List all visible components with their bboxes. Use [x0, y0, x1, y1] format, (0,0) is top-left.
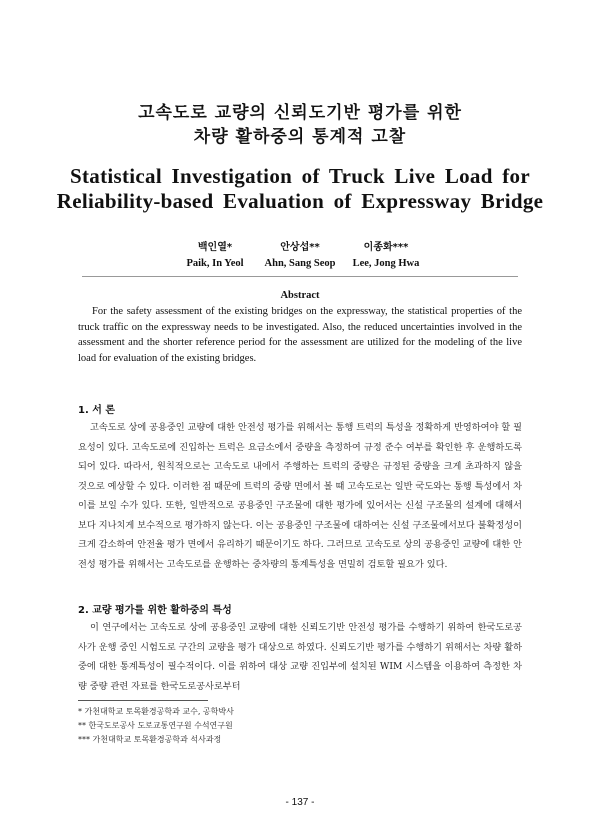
section-body-1: 고속도로 상에 공용중인 교량에 대한 안전성 평가를 위해서는 통행 트럭의 특성을 정확하게 반영하여야 할 필요성이 있다. 고속도로에 진입하는 트럭은 요금소에서 중량을 측정하여 규정 준수 여부를 확인한 후 운행하도록 되어 있다. 따라서, 원칙적으로는 고속도로 내에서 주행하는 트럭의 중량은 규정된 중량을 크게 초과하지 않을 것으로 예상할 수 있다. 이러한 점 때문에 트럭의 중량 면에서 볼 때 고속도로는 일반 국도와는 통행 특성에서 차이를 보일 수가 있다. 또한, 일반적으로 공용중인 구조물에 대한 평가에 있어서는 신설 구조물의 설계에 대해서보다 지나치게 보수적으로 평가하지 않는다. 이는 공용중인 구조물에 대하여는 신설 구조물에서보다 불확정성이 크게 감소하여 안전율 평가 면에서 유리하기 때문이기도 하다. 그러므로 고속도로 상의 공용중인 교량에 대한 안전성 평가를 위해서는 고속도로를 운행하는 중차량의 통계특성을 면밀히 검토할 필요가 있다. — [78, 422, 522, 570]
footnote-3: *** 가천대학교 토목환경공학과 석사과정 — [78, 735, 222, 744]
abstract-text: For the safety assessment of the existing bridges on the expressway, the statistical properties of the truck traffic on the expressway needs to be investigated. Also, the reduced uncertainties involved in the assessment and the shorter reference period for the assessment are utilized for the modeling of the live load for evaluation of the existing bridges. — [78, 306, 522, 364]
footnote-1: * 가천대학교 토목환경공학과 교수, 공학박사 — [78, 707, 234, 716]
section-body-2: 이 연구에서는 고속도로 상에 공용중인 교량에 대한 신뢰도기반 안전성 평가를 수행하기 위하여 한국도로공사가 운행 중인 시험도로 구간의 교량을 평가 대상으로 하였다. 신뢰도기반 평가를 수행하기 위해서는 차량 활하중에 대한 통계특성이 필수적이다. 이를 위하여 대상 교량 진입부에 설치된 WIM 시스템을 이용하여 측정한 차량 중량 관련 자료를 한국도로공사로부터 — [78, 622, 522, 692]
author-name-english: Paik, In Yeol — [186, 258, 244, 269]
author-name-korean: 안상섭** — [280, 242, 320, 253]
author-name-english: Ahn, Sang Seop — [264, 258, 336, 269]
author-name-korean: 백인열* — [197, 242, 233, 253]
title-korean-line2: 차량 활하중의 통계적 고찰 — [193, 127, 407, 147]
abstract-heading: Abstract — [280, 290, 320, 301]
section-heading-2: 2. 교량 평가를 위한 활하중의 특성 — [78, 605, 232, 616]
header-divider — [82, 276, 518, 277]
section-heading-1: 1. 서 론 — [78, 405, 116, 416]
footnote-divider — [78, 700, 208, 701]
title-english-line1: Statistical Investigation of Truck Live Load for — [70, 164, 530, 188]
author-name-english: Lee, Jong Hwa — [352, 258, 420, 269]
footnote-2: ** 한국도로공사 도로교통연구원 수석연구원 — [78, 721, 233, 730]
title-korean-line1: 고속도로 교량의 신뢰도기반 평가를 위한 — [138, 103, 462, 123]
author-3 — [326, 238, 446, 269]
author-name-korean: 이종화*** — [363, 242, 409, 253]
page-number: - 137 - — [285, 797, 315, 808]
title-english-line2: Reliability-based Evaluation of Expressway Bridge — [56, 189, 544, 213]
